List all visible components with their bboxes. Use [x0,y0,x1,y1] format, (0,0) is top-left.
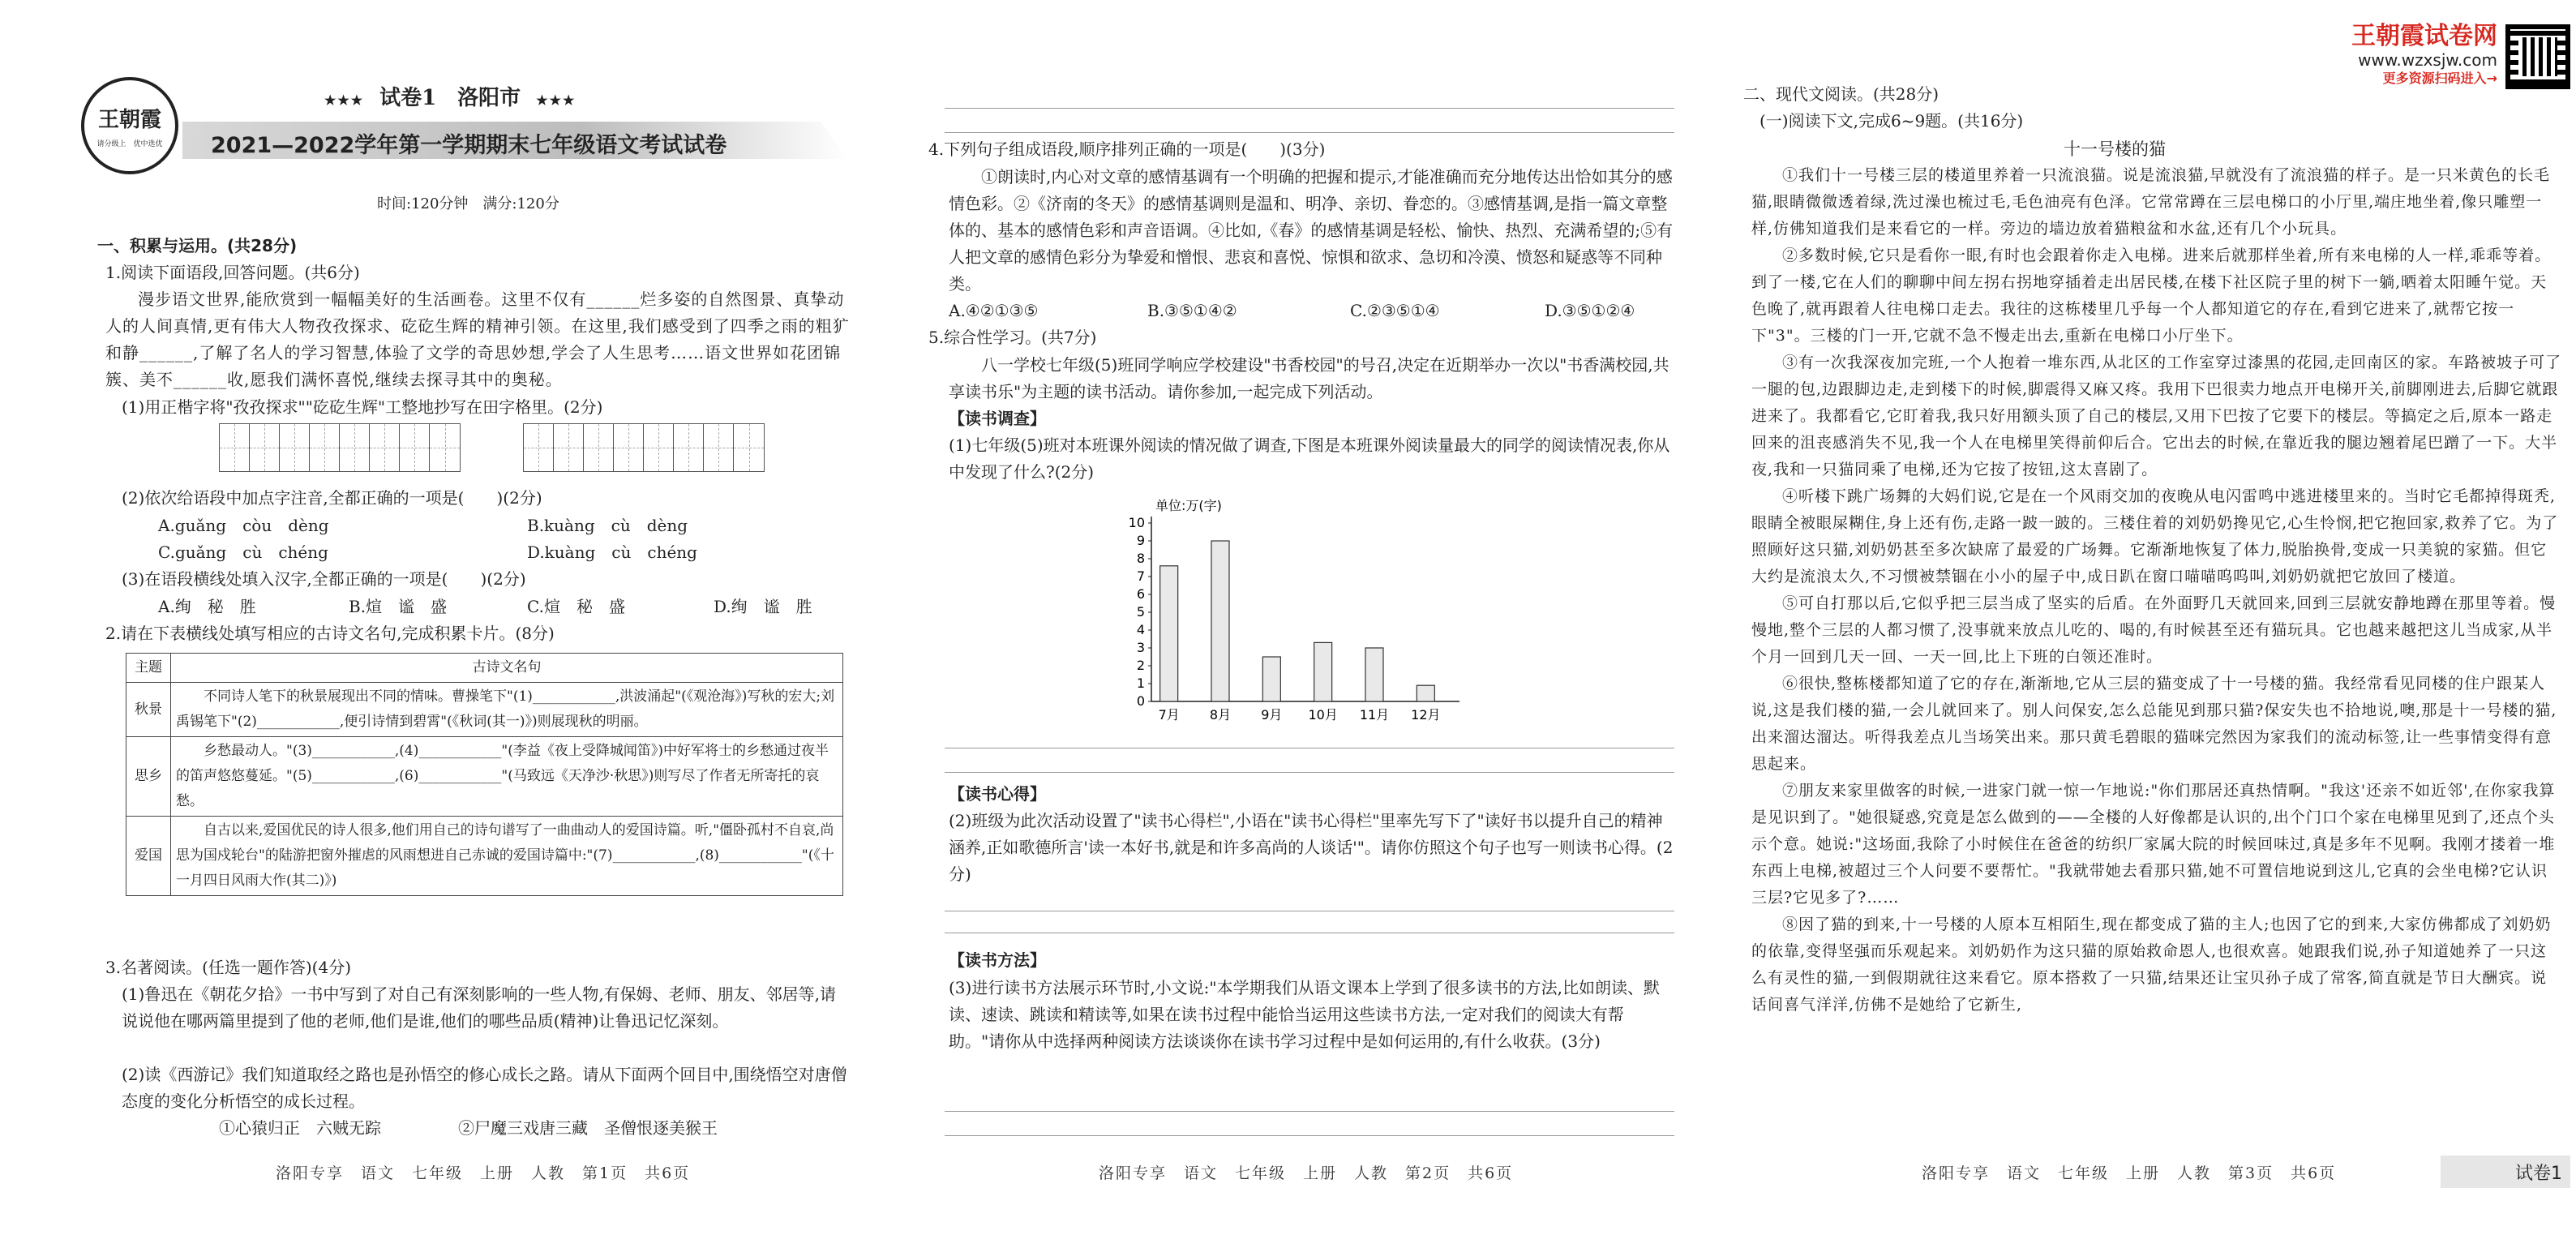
y-tick-label: 6 [1136,586,1145,602]
row-theme: 思乡 [126,737,171,817]
logo-badge [81,77,178,174]
q3-2: (2)读《西游记》我们知道取经之路也是孙悟空的修心成长之路。请从下面两个回目中,围绕悟空对唐僧态度的变化分析悟空的成长过程。 [122,1065,847,1111]
y-tick-label: 1 [1136,675,1145,691]
q1-2-opt-c[interactable]: C.guǎng cù chéng [158,542,328,562]
footer-page-2: 洛阳专享 语文 七年级 上册 人教 第2页 共6页 [1099,1164,1514,1182]
q4-opt-d[interactable]: D.③⑤①②④ [1545,301,1635,320]
table-row [126,683,843,737]
table-row [126,737,843,817]
x-tick-label: 12月 [1411,707,1441,723]
bar-9月 [1262,657,1280,701]
sub-heading-insight: 【读书心得】 [949,784,1046,804]
bar-8月 [1211,541,1229,701]
bar-10月 [1314,642,1332,701]
bar-12月 [1417,685,1434,701]
q1-2-opt-b[interactable]: B.kuàng cù dèng [527,516,688,535]
page-2 [928,0,1674,1235]
corner-tab [2441,1156,2570,1188]
q1-2-opt-a[interactable]: A.guǎng còu dèng [158,516,329,535]
section-1-heading: 一、积累与运用。(共28分) [97,236,298,255]
answer-line[interactable] [945,132,1674,133]
y-tick-label: 0 [1136,693,1145,709]
q1-3-opt-a[interactable]: A.绚 秘 胜 [158,597,256,616]
table-header-verse: 古诗文名句 [171,654,843,683]
sub-heading-method: 【读书方法】 [949,950,1046,970]
y-tick-label: 2 [1136,658,1145,673]
sub-heading-survey: 【读书调查】 [949,409,1046,428]
q1-3-opt-b[interactable]: B.煊 谧 盛 [349,597,448,616]
story-title: 十一号楼的猫 [2064,139,2166,159]
tianzige-left[interactable] [219,423,461,472]
brand-url[interactable]: www.wzxsjw.com [2358,50,2497,70]
table-row [126,817,843,896]
y-tick-label: 7 [1136,568,1145,584]
story-paragraph: ⑧因了猫的到来,十一号楼的人原本互相陌生,现在都变成了猫的主人;也因了它的到来,大家仿佛都成了刘奶奶的依靠,变得坚强而乐观起来。刘奶奶作为这只猫的原始救命恩人,也很欢喜。她跟我们说,孙子知道她养了一只这么有灵性的猫,一到假期就往这来看它。原本搭救了一只猫,结果还让宝贝孙子成了常客,简直就是节日大酬宾。说话间喜气洋洋,仿佛不是她给了它新生, [1751,916,2552,1014]
stars-left: ★★★ [324,92,365,108]
stars-right: ★★★ [536,92,576,108]
q4-opt-b[interactable]: B.③⑤①④② [1147,301,1237,320]
y-tick-label: 8 [1136,551,1145,566]
q3-stem: 3.名著阅读。(任选一题作答)(4分) [105,958,352,977]
q4-stem: 4.下列句子组成语段,顺序排列正确的一项是( )(3分) [928,139,1326,159]
exam-title: 2021—2022学年第一学期期末七年级语文考试试卷 [211,133,727,158]
story-body [1751,162,2562,1018]
row-text[interactable]: 自古以来,爱国优民的诗人很多,他们用自己的诗句谱写了一曲曲动人的爱国诗篇。听,"僵卧孤村不自哀,尚思为国戍轮台"的陆游把窗外摧虐的风雨想进自己赤诚的爱国诗篇中:"(7)____________,(8)____________"(《十一月四日风雨大作(其二)》) [171,817,843,896]
time-info: 时间:120分钟 满分:120分 [377,195,559,212]
page-1 [89,0,851,1235]
brand-name: 王朝霞试卷网 [2351,22,2497,50]
q5-1: (1)七年级(5)班对本班课外阅读的情况做了调查,下图是本班课外阅读量最大的同学的阅读情况表,你从中发现了什么?(2分) [949,435,1670,482]
brand-slogan: 更多资源扫码进入→ [2382,71,2497,86]
q3-opt-1[interactable]: ①心猿归正 六贼无踪 [219,1118,381,1138]
row-text[interactable]: 不同诗人笔下的秋景展现出不同的情味。曹操笔下"(1)____________,洪波涌起"(《观沧海》)写秋的宏大;刘禹锡笔下"(2)____________,便引诗情到碧霄"(《秋词(其一)》)则展现秋的明丽。 [171,683,843,737]
answer-line[interactable] [945,108,1674,109]
y-tick-label: 10 [1128,515,1145,530]
q1-2: (2)依次给语段中加点字注音,全都正确的一项是( )(2分) [122,488,542,508]
qr-code-icon[interactable] [2505,24,2570,89]
q1-stem: 1.阅读下面语段,回答问题。(共6分) [105,263,360,282]
x-tick-label: 11月 [1359,707,1390,723]
x-tick-label: 10月 [1308,707,1338,723]
x-tick-label: 9月 [1261,707,1283,723]
story-paragraph: ③有一次我深夜加完班,一个人抱着一堆东西,从北区的工作室穿过漆黑的花园,走回南区的家。车路被坡子可了一腿的包,边跟脚边走,走到楼下的时候,脚震得又麻又疼。我用下巴很卖力地点开电梯开关,前脚刚进去,后脚它就跟进来了。我都看它,它盯着我,我只好用额头顶了自己的楼层,又用下巴按了它要下的楼层。等搞定之后,原本一路走回来的沮丧感消失不见,我一个人在电梯里笑得前仰后合。它出去的时候,在靠近我的腿边翘着尾巴蹭了一下。大半夜,我和一只猫同乘了电梯,还为它按了按钮,这太喜剧了。 [1751,354,2562,478]
q1-2-opt-d[interactable]: D.kuàng cù chéng [527,542,697,562]
bar-7月 [1160,566,1178,701]
logo-text: 王朝霞 [97,108,161,132]
q1-3: (3)在语段横线处填入汉字,全都正确的一项是( )(2分) [122,569,526,589]
answer-line[interactable] [945,1135,1674,1136]
tianzige-right[interactable] [523,423,765,472]
subsection-1-heading: (一)阅读下文,完成6~9题。(共16分) [1759,111,2024,131]
q1-3-opt-c[interactable]: C.煊 秘 盛 [527,597,625,616]
q1-passage: 漫步语文世界,能欣赏到一幅幅美好的生活画卷。这里不仅有______烂多姿的自然图景、真挚动人的人间真情,更有伟大人物孜孜探求、矻矻生辉的精神引领。在这里,我们感受到了四季之雨的粗犷和静______,了解了名人的学习智慧,体验了文学的奇思妙想,学会了人生思考……语文世界如花团锦簇、美不______收,愿我们满怀喜悦,继续去探寻其中的奥秘。 [105,289,850,389]
y-tick-label: 9 [1136,533,1145,548]
poem-table [126,653,843,896]
table-header-theme: 主题 [126,654,171,683]
paper-title: 试卷1 洛阳市 [379,86,521,110]
q3-1: (1)鲁迅在《朝花夕拾》一书中写到了对自己有深刻影响的一些人物,有保姆、老师、朋友、邻居等,请说说他在哪两篇里提到了他的老师,他们是谁,他们的哪些品质(精神)让鲁迅记忆深刻。 [122,984,837,1031]
row-theme: 秋景 [126,683,171,737]
answer-line[interactable] [945,772,1674,773]
q2-stem: 2.请在下表横线处填写相应的古诗文名句,完成积累卡片。(8分) [105,624,555,643]
q1-3-opt-d[interactable]: D.绚 谧 胜 [714,597,812,616]
q5-text: 八一学校七年级(5)班同学响应学校建设"书香校园"的号召,决定在近期举办一次以"书香满校园,共享读书乐"为主题的读书活动。请你参加,一起完成下列活动。 [949,355,1669,401]
corner-label: 试卷1 [2515,1163,2562,1184]
reading-bar-chart [1091,491,1496,726]
footer-page-3: 洛阳专享 语文 七年级 上册 人教 第3页 共6页 [1922,1164,2337,1182]
story-paragraph: ⑥很快,整栋楼都知道了它的存在,渐渐地,它从三层的猫变成了十一号楼的猫。我经常看见同楼的住户跟某人说,这是我们楼的猫,一会儿就回来了。别人问保安,怎么总能见到那只猫?保安失也不拾地说,噢,那是十一号楼的猫,出来溜达溜达。听得我差点儿当场笑出来。那只黄毛碧眼的猫咪完然因为家我们的流动标签,让一些事情变得有意思起来。 [1751,675,2557,773]
story-paragraph: ⑤可自打那以后,它似乎把三层当成了坚实的后盾。在外面野几天就回来,回到三层就安静地蹲在那里等着。慢慢地,整个三层的人都习惯了,没事就来放点儿吃的、喝的,有时候甚至还有猫玩具。它也越来越把这儿当成家,从半个月一回到几天一回、一天一回,比上下班的白领还准时。 [1751,594,2557,666]
x-tick-label: 8月 [1209,707,1232,723]
story-paragraph: ⑦朋友来家里做客的时候,一进家门就一惊一乍地说:"你们那居还真热情啊。"我这'还亲不如近邻',在你家我算是见识到了。"她很疑惑,究竟是怎么做到的——全楼的人好像都是认识的,出个门口个家在电梯里见到了,还点个头示个意。她说:"这场面,我除了小时候住在爸爸的纺织厂家属大院的时候回味过,真是多年不见啊。我刚才搂着一堆东西上电梯,被超过三个人问要不要帮忙。"我就带她去看那只猫,她不可置信地说到这儿,它真的会坐电梯?它认识三层?它见多了?…… [1751,782,2556,907]
q4-opt-a[interactable]: A.④②①③⑤ [949,301,1039,320]
page-3 [1743,0,2570,1235]
q4-opt-c[interactable]: C.②③⑤①④ [1350,301,1440,320]
answer-line[interactable] [945,1111,1674,1112]
story-paragraph: ②多数时候,它只是看你一眼,有时也会跟着你走入电梯。进来后就那样坐着,所有来电梯的人一样,乖乖等着。到了一楼,它在人们的聊聊中间左拐右拐地穿插着走出居民楼,在楼下社区院子里的树下一躺,晒着太阳睡午觉。天色晚了,就再跟着人往电梯口走去。我往的这栋楼里几乎每一个人都知道它的存在,看到它进来了,就帮它按一下"3"。三楼的门一开,它就不急不慢走出去,重新在电梯口小厅坐下。 [1751,247,2552,345]
logo-sub: 请分级上 优中选优 [96,140,163,148]
x-tick-label: 7月 [1158,707,1180,723]
story-paragraph: ①我们十一号楼三层的楼道里养着一只流浪猫。说是流浪猫,早就没有了流浪猫的样子。是一只米黄色的长毛猫,眼睛微微透着绿,洗过澡也梳过毛,毛色油亮有色泽。它常常蹲在三层电梯口的小厅里,端庄地坐着,像只雕塑一样,仿佛知道我们是来看它的一样。旁边的墙边放着猫粮盆和水盆,还有几个小玩具。 [1751,166,2551,238]
q5-stem: 5.综合性学习。(共7分) [928,328,1097,347]
y-tick-label: 5 [1136,604,1145,620]
story-paragraph: ④听楼下跳广场舞的大妈们说,它是在一个风雨交加的夜晚从电闪雷鸣中逃进楼里来的。当时它毛都掉得斑秃,眼睛全被眼屎糊住,身上还有伤,走路一跛一跛的。三楼住着的刘奶奶搀见它,心生怜悯,把它抱回家,救养了它。为了照顾好这只猫,刘奶奶甚至多次缺席了最爱的广场舞。它渐渐地恢复了体力,脱胎换骨,变成一只美貌的家猫。但它大约是流浪太久,不习惯被禁锢在小小的屋子中,成日趴在窗口喵喵呜呜叫,刘奶奶就把它放回了楼道。 [1751,487,2559,585]
exam-header [324,81,576,111]
chart-ylabel: 单位:万(字) [1155,498,1222,513]
brand-block [2262,23,2497,88]
section-2-heading: 二、现代文阅读。(共28分) [1743,84,1940,104]
q5-2: (2)班级为此次活动设置了"读书心得栏",小语在"读书心得栏"里率先写下了"读好书以提升自己的精神涵养,正如歌德所言'读一本好书,就是和许多高尚的人谈话'"。请你仿照这个句子也写一则读书心得。(2分) [949,811,1674,884]
row-theme: 爱国 [126,817,171,896]
y-tick-label: 4 [1136,622,1145,637]
y-tick-label: 3 [1136,640,1145,655]
q4-text: ①朗读时,内心对文章的感情基调有一个明确的把握和提示,才能准确而充分地传达出恰如其分的感情色彩。②《济南的冬天》的感情基调则是温和、明净、亲切、眷恋的。③感情基调,是指一篇文章整体的、基本的感情色彩和声音语调。④比如,《春》的感情基调是轻松、愉快、热烈、充满希望的;⑤有人把文章的感情色彩分为挚爱和憎恨、悲哀和喜悦、惊惧和欲求、急切和冷漠、愤怒和疑惑等不同种类。 [949,167,1674,294]
q3-opt-2[interactable]: ②尸魔三戏唐三藏 圣僧恨逐美猴王 [458,1118,718,1138]
bar-11月 [1365,648,1383,701]
row-text[interactable]: 乡愁最动人。"(3)____________,(4)____________"(李益《夜上受降城闻笛》)中好军将士的乡愁通过夜半的笛声悠悠蔓延。"(5)____________,(6)____________"(马致远《天净沙·秋思》)则写尽了作者无所寄托的哀愁。 [171,737,843,817]
q1-1: (1)用正楷字将"孜孜探求""矻矻生辉"工整地抄写在田字格里。(2分) [122,397,603,417]
footer-page-1: 洛阳专享 语文 七年级 上册 人教 第1页 共6页 [276,1164,691,1182]
q5-3: (3)进行读书方法展示环节时,小文说:"本学期我们从语文课本上学到了很多读书的方法,比如朗读、默读、速读、跳读和精读等,如果在读书过程中能恰当运用这些读书方法,一定对我们的阅读大有帮助。"请你从中选择两种阅读方法谈谈你在读书学习过程中是如何运用的,有什么收获。(3分) [949,978,1660,1051]
